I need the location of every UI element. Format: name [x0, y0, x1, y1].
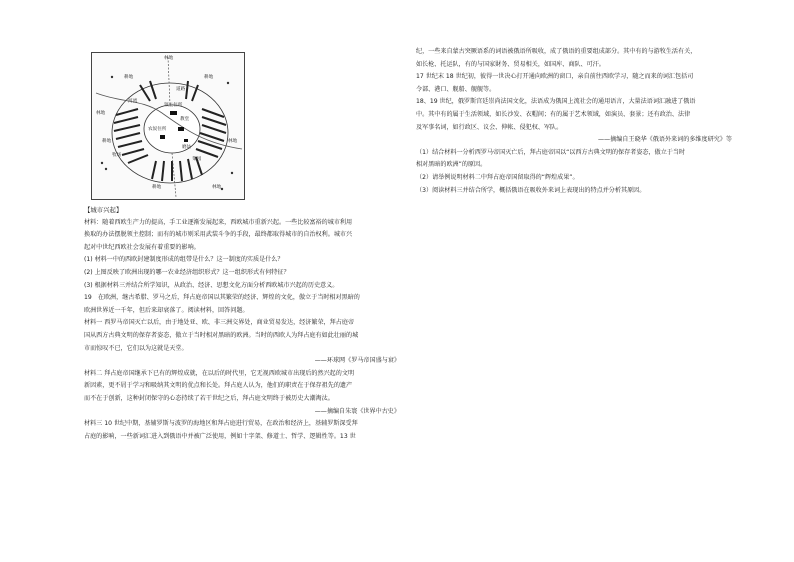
map-label-top-forest: 林地 — [164, 56, 174, 61]
material2-line: 而不在于创新，这种封闭保守的心态持续了若干世纪之后，拜占庭文明终于被历史大潮淘汰。 — [84, 394, 334, 402]
map-label-bottom-land: 耕地 — [152, 185, 162, 190]
material1-line: 市而惊叹不已，它们以为这就是天堂。 — [84, 344, 188, 352]
map-label-bottom-forest: 林地 — [212, 185, 222, 190]
map-label-top-right-land: 耕地 — [204, 75, 214, 80]
intro-line: 换取的办法摆脱领主控制；而有的城市则采用武装斗争的手段，最终都取得城市的自治权利。城市兴 — [84, 231, 353, 239]
left-column — [84, 204, 400, 443]
material3-line: 材料三 10 世纪中期，基辅罗斯与波罗的海地区和拜占庭进行贸易，在政治和经济上，基辅罗斯深受拜 — [84, 420, 358, 428]
paragraph2-line: 令部、港口、舰船、舰舰等。 — [416, 85, 496, 93]
paragraph2-line: 17 世纪末 18 世纪初，彼得一世决心打开通向欧洲的窗口，亲自前往西欧学习，随之而来的词汇包括司 — [416, 73, 694, 81]
map-label-road: 道路 — [176, 87, 186, 92]
material1-line: 材料一 西罗马帝国灭亡以后，由于地处亚、欧、非三洲交界处，商业贸易发达，经济繁荣，拜占庭帝 — [84, 319, 355, 327]
right-column — [416, 46, 732, 197]
manor-map-drawing — [92, 53, 244, 199]
map-label-right-forest: 林地 — [228, 139, 238, 144]
map-label-river: 河流 — [128, 99, 138, 104]
map-label-house4: 磨坊 — [182, 145, 192, 150]
paragraph1-line: 纪，一些来自蒙古突厥语系的词语被俄语所吸收，成了俄语的重要组成部分。其中有的与游牧生活有关， — [416, 48, 697, 55]
material1-source: ——环球网《罗马帝国盛与衰》 — [314, 357, 400, 365]
map-label-left-land: 耕地 — [102, 139, 112, 144]
paragraph1-line: 如长枪、托运队，有的与国家財务、贸易相关，如国库、商队、可汗。 — [416, 60, 605, 68]
right-question: （3）阅读材料三并结合所学，概括俄语在吸收外来词上表现出的特点并分析其原因。 — [416, 186, 646, 194]
paragraph3-line: 中。其中有的属于生活领域，如长沙发、衣帽间；有的属于艺术领域，如演员、套景；还有政治、法律 — [416, 110, 691, 118]
section-heading: 【城市兴起】 — [84, 206, 123, 214]
material2-line: 材料二 拜占庭帝国继承下已有的辉煌成就，在以后的时代里，它无视西欧城市出现后的然兴起的文明 — [84, 369, 355, 377]
q19-line: 19 在欧洲，继古希腊、罗马之后，拜占庭帝国以其繁荣的经济、辉煌的文化，傲立于当时相对黑暗的 — [84, 294, 360, 302]
material2-source: ——摘编自朱寰《世界中古史》 — [314, 407, 400, 415]
paragraph3-line: 18、19 世纪，俄罗斯宫廷崇尚法国文化，法语成为俄国上流社会的通用语言，大量法语词汇融进了俄语 — [416, 98, 696, 106]
map-label-meadow: 牧场 — [112, 153, 122, 158]
right-question: （1）结合材料一分析西罗马帝国灭亡后，拜占庭帝国以“以西方古典文明的保存者姿态，傲立于当时 — [416, 148, 686, 156]
intro-line: 材料：随着西欧生产力的提高，手工业逐渐发展起来，西欧城市重新兴起。一些比较富裕的城市利用 — [84, 218, 353, 226]
question-item: (1) 材料一中的西欧封建制度形成的组带是什么？这一制度的实质是什么？ — [84, 256, 284, 264]
map-label-house2: 教堂 — [180, 117, 190, 122]
material3-line: 占庭的影响，一些新词汇进入到俄语中并被广泛使用，例如十字架、修道士、哲学、逻辑性等。13 世 — [84, 432, 356, 440]
right-question: 相对黑暗的欧洲”的原因。 — [416, 161, 487, 169]
map-label-left-forest: 林地 — [96, 111, 106, 116]
manor-map — [91, 52, 245, 200]
q19-line: 欧洲世界近一千年，但后来却衰落了。阅读材料，回答问题。 — [84, 306, 249, 314]
map-label-house3: 农奴住所 — [148, 127, 167, 132]
right-question: （2）请举例说明材料二中拜占庭帝国留取得的“辉煌成果”。 — [416, 173, 579, 181]
map-label-garden: 菜园 — [192, 157, 202, 162]
question-item: (3) 根据材料三并结合所学知识，从政治、经济、思想文化方面分析西欧城市兴起的历史意义。 — [84, 281, 339, 289]
material2-line: 新因素，更不屑于学习和吸纳其文明的优点和长处。拜占庭人认为，他们的职责在于保存祖先的遗产 — [84, 382, 353, 390]
map-label-house1: 领主住所 — [164, 103, 183, 108]
paragraph3-source: ——摘编自王晓华《俄语外来词的多维度研究》等 — [597, 136, 732, 144]
material1-line: 国从西方古典文明的保存者姿态，傲立于当时相对黑暗的欧洲。当时的西欧人为拜占庭有如此壮丽的城 — [84, 331, 359, 339]
intro-line: 起对中世纪西欧社会发展有着重要的影响。 — [84, 243, 200, 251]
question-item: (2) 上图反映了欧洲出现的哪一农业经济组织形式？这一组织形式有何特征？ — [84, 268, 290, 276]
paragraph3-line: 及军事名词，如行政区、议会、伸帐、侵犯权、军队。 — [416, 123, 563, 131]
map-label-top-left-land: 耕地 — [124, 75, 134, 80]
